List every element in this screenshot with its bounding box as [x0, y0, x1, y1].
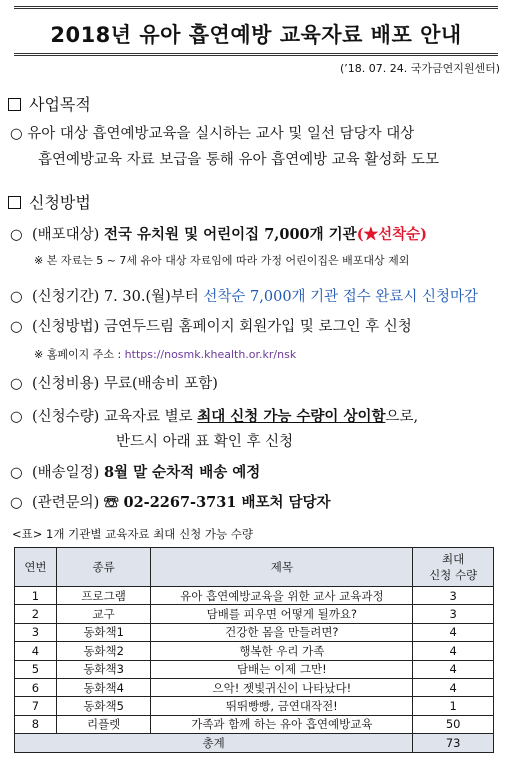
total-label: 총계: [15, 734, 413, 752]
header-max: 최대: [442, 552, 465, 566]
cell-title: 으악! 젯빛귀신이 나타났다!: [151, 678, 413, 696]
purpose-heading-text: 사업목적: [29, 95, 91, 114]
cell-type: 동화책5: [56, 697, 151, 715]
table-row: [15, 587, 494, 605]
contact-line: [10, 491, 502, 512]
homepage-label: ※ 홈페이지 주소 :: [34, 348, 122, 361]
table-row: [15, 623, 494, 641]
table-row: [15, 642, 494, 660]
purpose-line-2: 흡연예방교육 자료 보급을 통해 유아 흡연예방 교육 활성화 도모: [38, 152, 440, 168]
homepage-note: [34, 346, 296, 362]
cell-title: 가족과 함께 하는 유아 흡연예방교육: [151, 715, 413, 733]
table-row: [15, 660, 494, 678]
contact-text: ☏ 02-2267-3731 배포처 담당자: [103, 494, 331, 511]
table-total-row: [15, 734, 494, 752]
header-qty: 신청 수량: [429, 568, 478, 582]
cell-qty: 3: [413, 605, 494, 623]
table-row: [15, 678, 494, 696]
period-text: 7. 30.(월)부터: [103, 289, 199, 305]
table-row: [15, 697, 494, 715]
qty-line: [10, 405, 502, 426]
table-header-row: [15, 548, 494, 587]
cell-type: 프로그램: [56, 587, 151, 605]
cell-type: 교구: [56, 605, 151, 623]
target-highlight: (★선착순): [356, 226, 427, 243]
purpose-line-1: ○ 유아 대상 흡연예방교육을 실시하는 교사 및 일선 담당자 대상: [10, 126, 415, 142]
issue-date: (’18. 07. 24. 국가금연지원센터): [339, 62, 500, 75]
total-value: 73: [413, 734, 494, 752]
howto-text: 금연두드림 홈페이지 회원가입 및 로그인 후 신청: [103, 319, 412, 335]
page-title: 2018년 유아 흡연예방 교육자료 배포 안내: [50, 23, 462, 47]
header-type: 종류: [56, 548, 151, 587]
bullet-circle-icon: ○: [10, 409, 23, 425]
cell-type: 동화책2: [56, 642, 151, 660]
table-row: [15, 605, 494, 623]
qty-label: (신청수량): [32, 409, 100, 425]
section-purpose-heading: [8, 92, 91, 115]
checkbox-square-icon: [8, 196, 21, 209]
cell-type: 동화책3: [56, 660, 151, 678]
qty-emphasis: 최대 신청 가능 수량이 상이함: [197, 408, 386, 425]
title-box: [14, 6, 498, 56]
shipping-label: (배송일정): [32, 465, 100, 481]
period-label: (신청기간): [32, 289, 100, 305]
method-heading-text: 신청방법: [29, 193, 91, 212]
section-method-heading: [8, 190, 91, 213]
qty-text: 교육자료 별로: [103, 409, 193, 425]
cell-no: 5: [15, 660, 57, 678]
bullet-circle-icon: ○: [10, 227, 23, 243]
cell-no: 8: [15, 715, 57, 733]
cell-title: 건강한 몸을 만들려면?: [151, 623, 413, 641]
cell-no: 6: [15, 678, 57, 696]
cell-no: 2: [15, 605, 57, 623]
cell-qty: 4: [413, 642, 494, 660]
target-label: (배포대상): [32, 227, 100, 243]
qty-line-2: 반드시 아래 표 확인 후 신청: [116, 434, 294, 450]
cell-type: 리플렛: [56, 715, 151, 733]
cell-title: 담배를 피우면 어떻게 될까요?: [151, 605, 413, 623]
bullet-circle-icon: ○: [10, 319, 23, 335]
cost-text: 무료(배송비 포함): [103, 376, 218, 392]
cost-line: [10, 372, 502, 393]
bullet-circle-icon: ○: [10, 465, 23, 481]
cell-title: 행복한 우리 가족: [151, 642, 413, 660]
cell-qty: 4: [413, 678, 494, 696]
shipping-text: 8월 말 순차적 배송 예정: [103, 464, 261, 481]
cell-qty: 4: [413, 623, 494, 641]
table-row: [15, 715, 494, 733]
cell-title: 담배는 이제 그만!: [151, 660, 413, 678]
period-line: [10, 285, 502, 306]
qty-text-2: 으로,: [385, 409, 419, 425]
bullet-circle-icon: ○: [10, 289, 23, 305]
target-note: ※ 본 자료는 5 ~ 7세 유아 대상 자료임에 따라 가정 어린이집은 배포대상 제외: [34, 254, 410, 267]
cell-no: 1: [15, 587, 57, 605]
checkbox-square-icon: [8, 98, 21, 111]
cell-no: 7: [15, 697, 57, 715]
howto-label: (신청방법): [32, 319, 100, 335]
cell-no: 3: [15, 623, 57, 641]
header-no: 연번: [15, 548, 57, 587]
cell-qty: 3: [413, 587, 494, 605]
header-max-qty: [413, 548, 494, 587]
cell-type: 동화책4: [56, 678, 151, 696]
cell-no: 4: [15, 642, 57, 660]
materials-table: [14, 547, 494, 753]
cell-title: 뛰뛰빵빵, 금연대작전!: [151, 697, 413, 715]
cell-type: 동화책1: [56, 623, 151, 641]
bullet-circle-icon: ○: [10, 376, 23, 392]
cell-qty: 50: [413, 715, 494, 733]
target-text: 전국 유치원 및 어린이집 7,000개 기관: [103, 226, 357, 243]
bullet-circle-icon: ○: [10, 495, 23, 511]
cell-qty: 4: [413, 660, 494, 678]
table-caption: <표> 1개 기관별 교육자료 최대 신청 가능 수량: [12, 527, 254, 541]
cost-label: (신청비용): [32, 376, 100, 392]
cell-title: 유아 흡연예방교육을 위한 교사 교육과정: [151, 587, 413, 605]
howto-line: [10, 315, 502, 336]
shipping-line: [10, 461, 502, 482]
period-highlight: 선착순 7,000개 기관 접수 완료시 신청마감: [203, 289, 479, 305]
homepage-link[interactable]: https://nosmk.khealth.or.kr/nsk: [124, 348, 297, 361]
contact-label: (관련문의): [32, 495, 100, 511]
header-title: 제목: [151, 548, 413, 587]
target-line: [10, 223, 502, 244]
cell-qty: 1: [413, 697, 494, 715]
